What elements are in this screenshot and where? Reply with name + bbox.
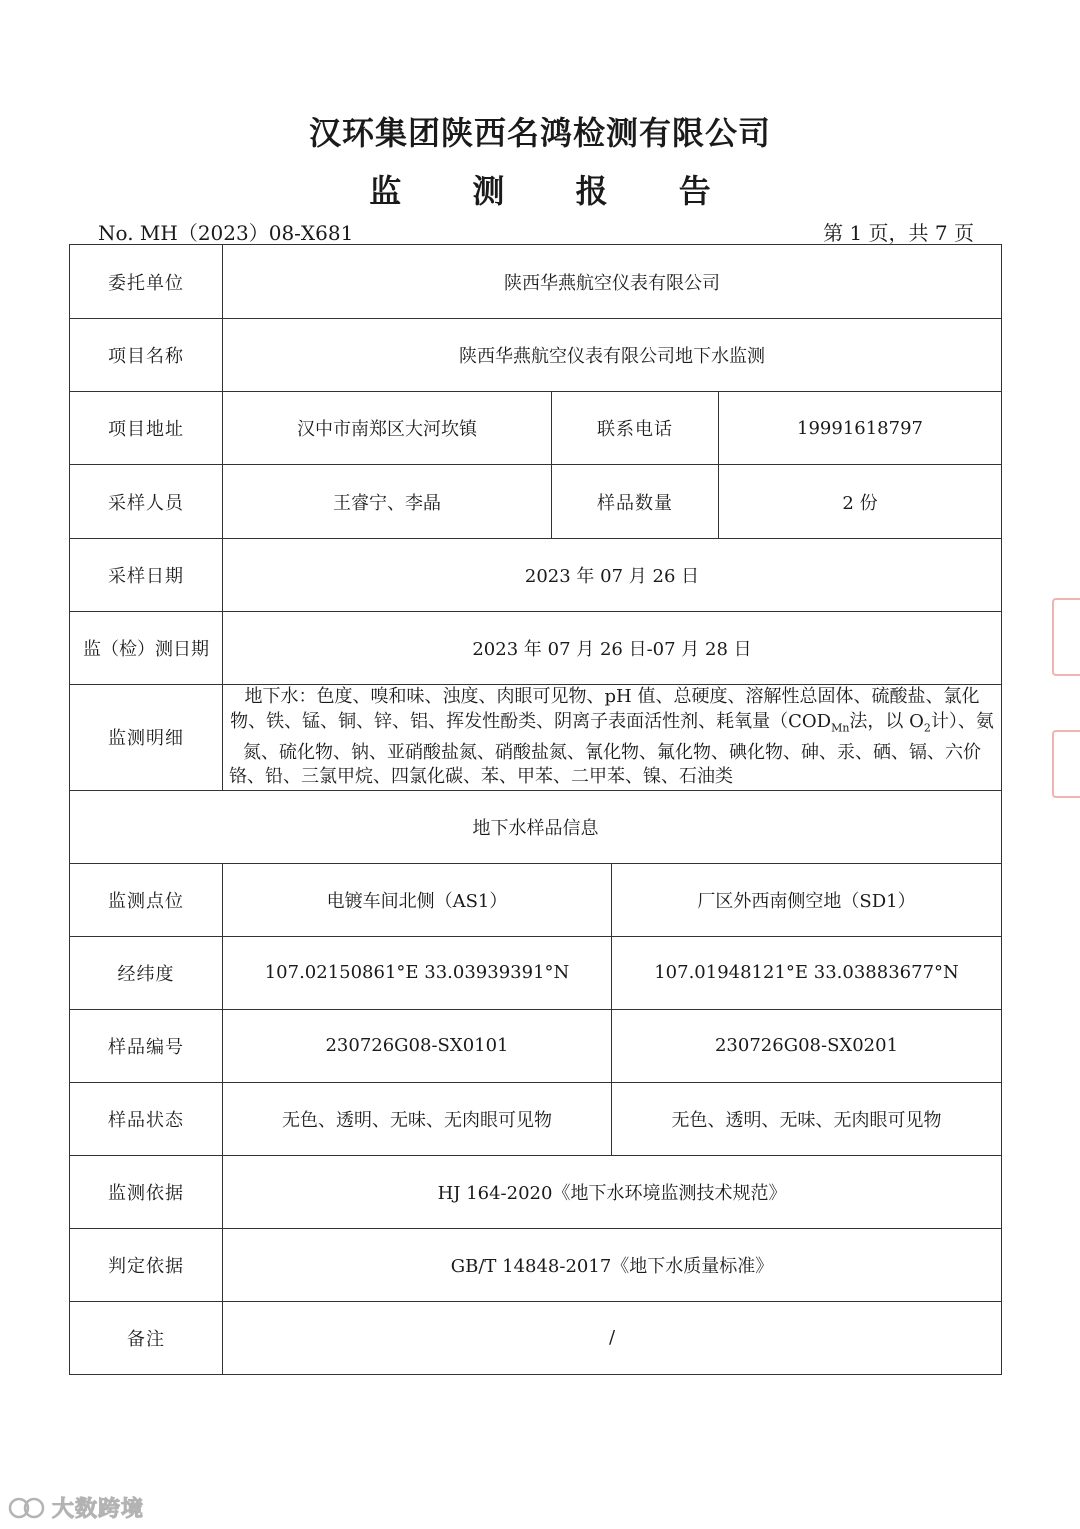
phone-label: 联系电话 (552, 392, 719, 465)
test-date-value: 2023 年 07 月 26 日-07 月 28 日 (223, 612, 1002, 685)
project-address-label: 项目地址 (70, 392, 223, 465)
row-details (70, 685, 1002, 791)
sample-state-label: 样品状态 (70, 1082, 223, 1155)
sampler-value: 王睿宁、李晶 (223, 465, 552, 539)
details-label: 监测明细 (70, 685, 223, 791)
basis-value: HJ 164-2020《地下水环境监测技术规范》 (223, 1155, 1002, 1228)
judgement-value: GB/T 14848-2017《地下水质量标准》 (223, 1228, 1002, 1301)
sampling-date-label: 采样日期 (70, 539, 223, 612)
phone-value: 19991618797 (719, 392, 1002, 465)
judgement-label: 判定依据 (70, 1228, 223, 1301)
report-table (69, 244, 1002, 1375)
watermark (8, 1492, 144, 1523)
report-number: No. MH（2023）08-X681 (98, 221, 354, 245)
row-remarks (70, 1301, 1002, 1374)
project-name-label: 项目名称 (70, 319, 223, 392)
monitoring-point-a: 电镀车间北侧（AS1） (223, 863, 612, 936)
coordinates-a: 107.02150861°E 33.03939391°N (223, 936, 612, 1009)
project-name-value: 陕西华燕航空仪表有限公司地下水监测 (223, 319, 1002, 392)
test-date-label: 监（检）测日期 (70, 612, 223, 685)
coordinates-label: 经纬度 (70, 936, 223, 1009)
page-info: 第 1 页，共 7 页 (823, 221, 974, 245)
row-project-address (70, 392, 1002, 465)
row-sample-id (70, 1009, 1002, 1082)
client-label: 委托单位 (70, 245, 223, 319)
row-test-date (70, 612, 1002, 685)
coordinates-b: 107.01948121°E 33.03883677°N (612, 936, 1002, 1009)
seal-stamp-top (1052, 598, 1080, 676)
monitoring-point-b: 厂区外西南侧空地（SD1） (612, 863, 1002, 936)
sample-id-a: 230726G08-SX0101 (223, 1009, 612, 1082)
basis-label: 监测依据 (70, 1155, 223, 1228)
details-text-2: 法，以 O (849, 710, 924, 732)
row-monitoring-point (70, 863, 1002, 936)
sampling-date-value: 2023 年 07 月 26 日 (223, 539, 1002, 612)
sample-count-label: 样品数量 (552, 465, 719, 539)
row-basis (70, 1155, 1002, 1228)
details-text-3: 计）、氨氮、硫化物、钠、亚硝酸盐氮、硝酸盐氮、氰化物、氟化物、碘化物、砷、汞、硒、镉、六价铬、铅、三氯甲烷、四氯化碳、苯、甲苯、二甲苯、镍、石油类 (229, 710, 994, 788)
row-judgement (70, 1228, 1002, 1301)
remarks-label: 备注 (70, 1301, 223, 1374)
row-sample-state (70, 1082, 1002, 1155)
row-client (70, 245, 1002, 319)
watermark-logo-icon (8, 1495, 48, 1521)
row-project-name (70, 319, 1002, 392)
watermark-text: 大数跨境 (52, 1497, 145, 1522)
monitoring-point-label: 监测点位 (70, 863, 223, 936)
remarks-value: / (223, 1301, 1002, 1374)
sample-count-value: 2 份 (719, 465, 1002, 539)
sample-info-heading: 地下水样品信息 (70, 790, 1002, 863)
sample-id-label: 样品编号 (70, 1009, 223, 1082)
seal-stamp-bottom (1052, 730, 1080, 798)
row-coordinates (70, 936, 1002, 1009)
client-value: 陕西华燕航空仪表有限公司 (223, 245, 1002, 319)
details-text-1: 地下水：色度、嗅和味、浊度、肉眼可见物、pH 值、总硬度、溶解性总固体、硫酸盐、氯化物、铁、锰、铜、锌、铝、挥发性酚类、阴离子表面活性剂、耗氧量（COD (230, 686, 980, 732)
row-sampling-date (70, 539, 1002, 612)
company-name: 汉环集团陕西名鸿检测有限公司 (308, 114, 771, 152)
report-title: 监 测 报 告 (369, 172, 741, 210)
details-sub-2: 2 (923, 721, 931, 735)
details-value (223, 685, 1002, 791)
sample-state-a: 无色、透明、无味、无肉眼可见物 (223, 1082, 612, 1155)
row-sampler (70, 465, 1002, 539)
project-address-value: 汉中市南郑区大河坎镇 (223, 392, 552, 465)
sample-id-b: 230726G08-SX0201 (612, 1009, 1002, 1082)
sample-state-b: 无色、透明、无味、无肉眼可见物 (612, 1082, 1002, 1155)
row-sample-info-heading (70, 790, 1002, 863)
details-sub-1: Mn (831, 721, 850, 735)
sampler-label: 采样人员 (70, 465, 223, 539)
